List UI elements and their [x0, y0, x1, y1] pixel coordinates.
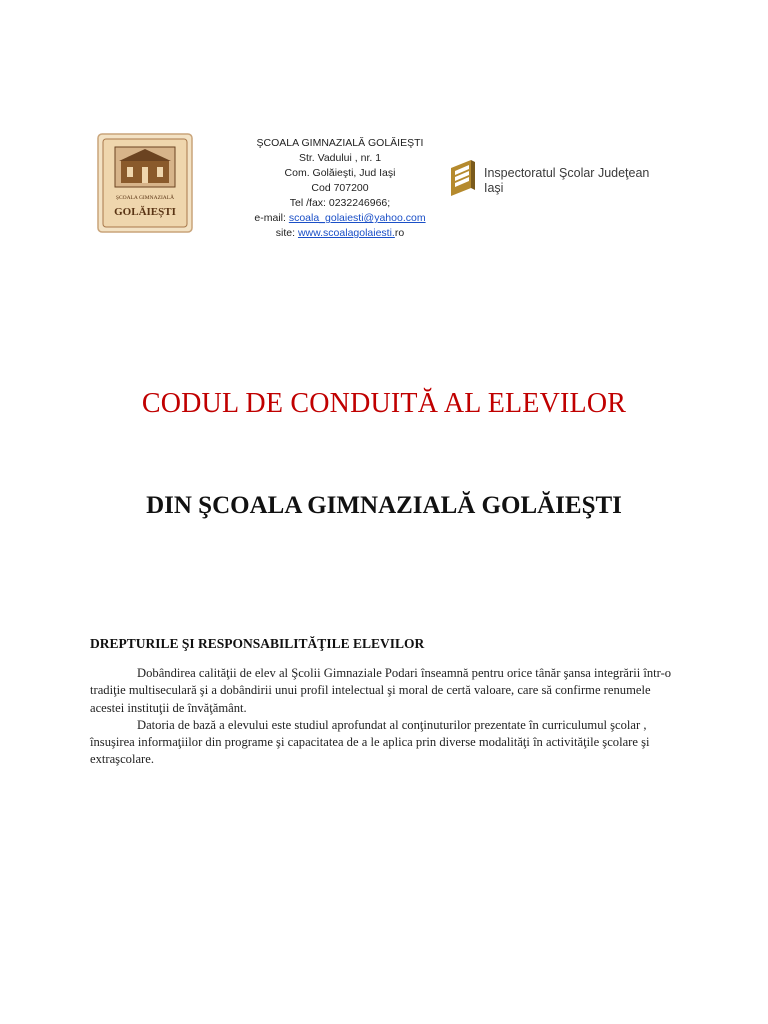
school-name: ŞCOALA GIMNAZIALĂ GOLĂIEŞTI [256, 137, 424, 149]
school-commune: Com. Golăieşti, Jud Iaşi [284, 167, 396, 179]
email-label: e-mail: [254, 212, 286, 224]
document-subtitle: DIN ŞCOALA GIMNAZIALĂ GOLĂIEŞTI [146, 492, 622, 519]
document-title: CODUL DE CONDUITĂ AL ELEVILOR [141, 388, 627, 419]
school-postal-code: Cod 707200 [311, 182, 369, 194]
school-site-row [240, 226, 440, 241]
inspectorate-city: Iaşi [484, 181, 504, 195]
inspectorate-logo [449, 158, 669, 198]
letterhead [0, 0, 768, 260]
school-logo-caption: ȘCOALA GIMNAZIALĂ [115, 195, 175, 201]
site-suffix: ro [394, 227, 405, 239]
school-street: Str. Vadului , nr. 1 [298, 152, 382, 164]
school-phone: Tel /fax: 0232246966; [289, 197, 391, 209]
email-link[interactable]: scoala_golaiesti@yahoo.com [288, 212, 426, 224]
section-heading: DREPTURILE ŞI RESPONSABILITĂŢILE ELEVILOR [90, 636, 425, 651]
paragraph: Datoria de bază a elevului este studiul aprofundat al conţinuturilor prezentate în curriculumul şcolar , însuşirea informaţiilor din programe şi capacitatea de a le aplica prin diverse modalităţi în activităţile şcolare şi extraşcolare. [90, 717, 650, 767]
section-body [90, 665, 680, 769]
school-email-row [240, 211, 440, 226]
site-link[interactable]: www.scoalagolaiesti. [297, 227, 395, 239]
book-icon [449, 158, 477, 198]
school-logo-name: GOLĂIEȘTI [114, 206, 176, 218]
paragraph: Dobândirea calităţii de elev al Şcolii Gimnaziale Podari înseamnă pentru orice tânăr şansa integrării într-o tradiţie multiseculară şi a dobândirii unui profil intelectual şi moral de certă valoare, care să confirme renumele acestei instituţii de învăţământ. [90, 666, 672, 715]
site-label: site: [275, 227, 296, 239]
inspectorate-name: Inspectoratul Şcolar Judeţean [484, 166, 650, 180]
school-logo [97, 133, 193, 233]
inspectorate-text [484, 166, 649, 196]
school-contact-block [240, 136, 440, 241]
